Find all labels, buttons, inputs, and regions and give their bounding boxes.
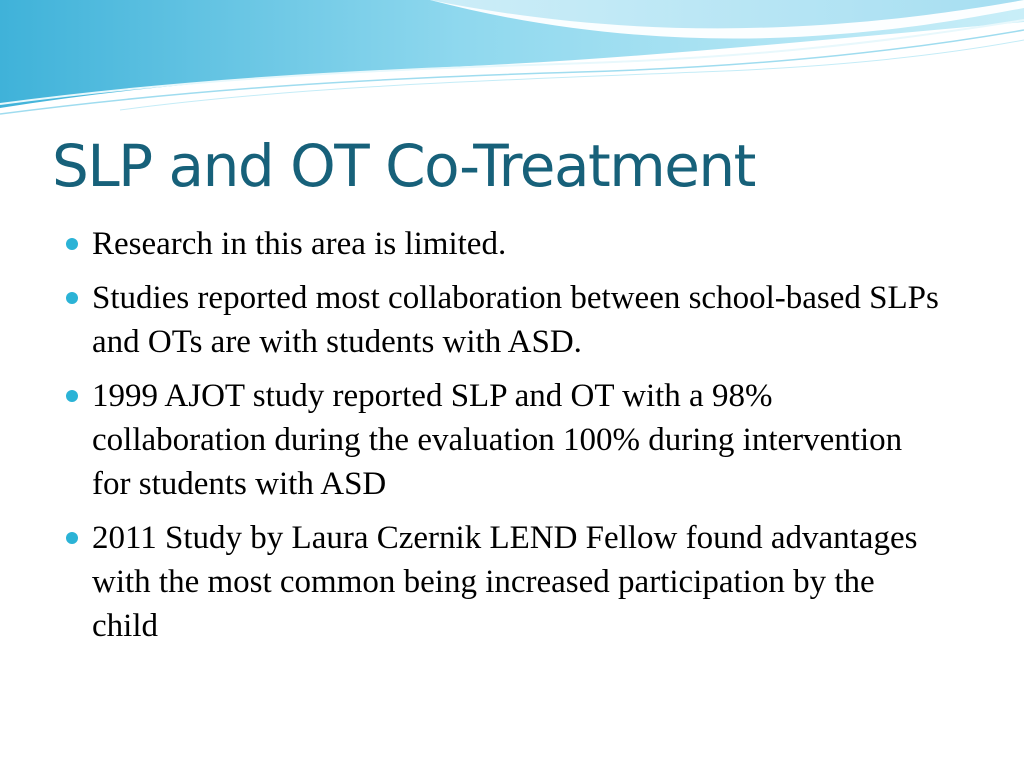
bullet-text: Research in this area is limited.	[92, 226, 507, 262]
bullet-item	[62, 222, 942, 266]
wave-header-decoration	[0, 0, 1024, 120]
bullet-text: 1999 AJOT study reported SLP and OT with a 98% collaboration during the evaluation 100% during intervention for students with ASD	[92, 378, 903, 502]
bullet-item	[62, 276, 942, 364]
bullet-dot-icon	[66, 390, 78, 402]
bullet-dot-icon	[66, 532, 78, 544]
bullet-item	[62, 516, 942, 648]
bullet-dot-icon	[66, 238, 78, 250]
bullet-dot-icon	[66, 292, 78, 304]
bullet-list	[62, 222, 942, 658]
bullet-item	[62, 374, 942, 506]
bullet-text: 2011 Study by Laura Czernik LEND Fellow found advantages with the most common being increased participation by the child	[92, 520, 918, 644]
slide-title: SLP and OT Co-Treatment	[52, 132, 755, 200]
bullet-text: Studies reported most collaboration between school-based SLPs and OTs are with students with ASD.	[92, 280, 939, 360]
